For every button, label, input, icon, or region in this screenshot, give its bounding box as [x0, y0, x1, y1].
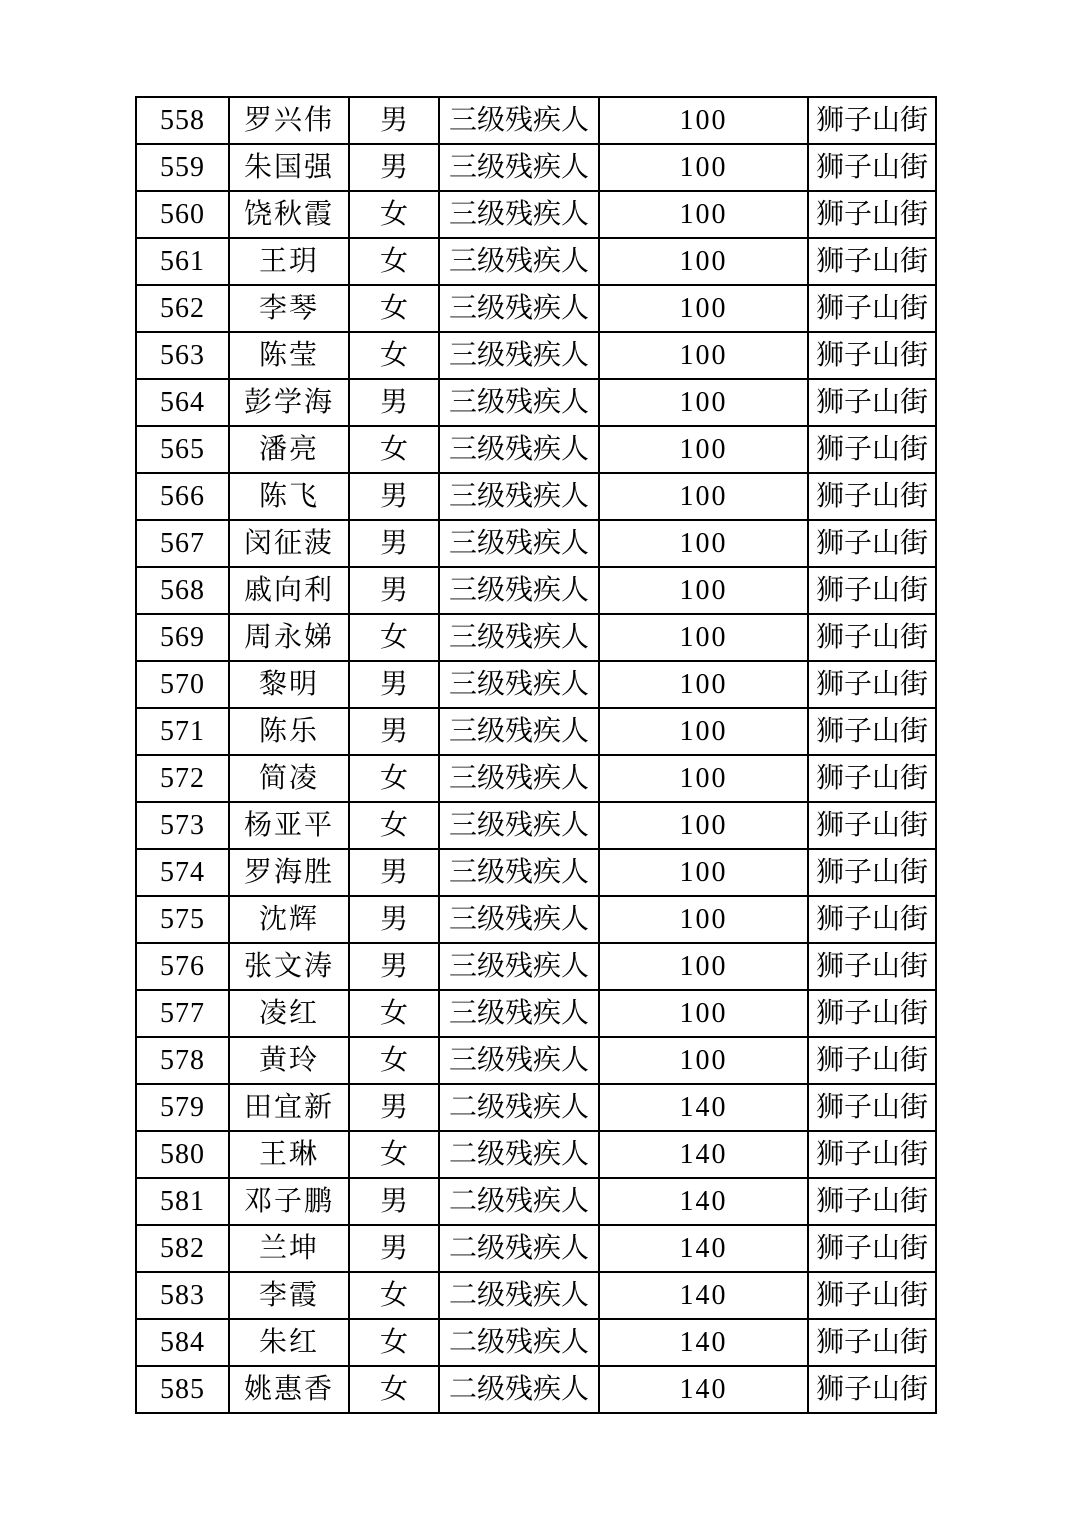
- street-cell: 狮子山街: [808, 1319, 936, 1366]
- person-name-cell: 凌红: [229, 990, 349, 1037]
- person-name-cell: 陈飞: [229, 473, 349, 520]
- subsidy-amount-cell: 100: [599, 238, 808, 285]
- person-name-cell: 罗海胜: [229, 849, 349, 896]
- person-name-cell: 周永娣: [229, 614, 349, 661]
- street-cell: 狮子山街: [808, 426, 936, 473]
- disability-category-cell: 三级残疾人: [439, 614, 599, 661]
- serial-number-cell: 564: [136, 379, 229, 426]
- street-cell: 狮子山街: [808, 144, 936, 191]
- subsidy-amount-cell: 100: [599, 849, 808, 896]
- gender-cell: 男: [349, 379, 439, 426]
- serial-number-cell: 573: [136, 802, 229, 849]
- disability-category-cell: 三级残疾人: [439, 238, 599, 285]
- table-row: [136, 990, 936, 1037]
- serial-number-cell: 571: [136, 708, 229, 755]
- disability-category-cell: 三级残疾人: [439, 567, 599, 614]
- subsidy-amount-cell: 140: [599, 1084, 808, 1131]
- table-row: [136, 896, 936, 943]
- serial-number-cell: 579: [136, 1084, 229, 1131]
- table-row: [136, 1084, 936, 1131]
- serial-number-cell: 584: [136, 1319, 229, 1366]
- person-name-cell: 兰坤: [229, 1225, 349, 1272]
- gender-cell: 男: [349, 896, 439, 943]
- subsidy-amount-cell: 140: [599, 1225, 808, 1272]
- street-cell: 狮子山街: [808, 473, 936, 520]
- person-name-cell: 沈辉: [229, 896, 349, 943]
- gender-cell: 女: [349, 802, 439, 849]
- gender-cell: 女: [349, 1037, 439, 1084]
- table-row: [136, 943, 936, 990]
- street-cell: 狮子山街: [808, 708, 936, 755]
- person-name-cell: 陈乐: [229, 708, 349, 755]
- gender-cell: 男: [349, 473, 439, 520]
- serial-number-cell: 568: [136, 567, 229, 614]
- person-name-cell: 姚惠香: [229, 1366, 349, 1413]
- person-name-cell: 朱国强: [229, 144, 349, 191]
- table-row: [136, 1319, 936, 1366]
- gender-cell: 男: [349, 943, 439, 990]
- table-row: [136, 849, 936, 896]
- street-cell: 狮子山街: [808, 191, 936, 238]
- street-cell: 狮子山街: [808, 1272, 936, 1319]
- serial-number-cell: 576: [136, 943, 229, 990]
- disability-category-cell: 三级残疾人: [439, 943, 599, 990]
- person-name-cell: 杨亚平: [229, 802, 349, 849]
- disability-category-cell: 三级残疾人: [439, 661, 599, 708]
- table-row: [136, 238, 936, 285]
- serial-number-cell: 578: [136, 1037, 229, 1084]
- street-cell: 狮子山街: [808, 661, 936, 708]
- gender-cell: 女: [349, 614, 439, 661]
- disability-category-cell: 二级残疾人: [439, 1366, 599, 1413]
- disability-category-cell: 二级残疾人: [439, 1225, 599, 1272]
- serial-number-cell: 563: [136, 332, 229, 379]
- subsidy-amount-cell: 100: [599, 943, 808, 990]
- disability-category-cell: 三级残疾人: [439, 896, 599, 943]
- serial-number-cell: 581: [136, 1178, 229, 1225]
- subsidy-amount-cell: 100: [599, 755, 808, 802]
- subsidy-amount-cell: 100: [599, 1037, 808, 1084]
- disability-category-cell: 二级残疾人: [439, 1319, 599, 1366]
- disability-category-cell: 三级残疾人: [439, 332, 599, 379]
- street-cell: 狮子山街: [808, 943, 936, 990]
- person-name-cell: 闵征菠: [229, 520, 349, 567]
- subsidy-amount-cell: 140: [599, 1366, 808, 1413]
- subsidy-amount-cell: 100: [599, 614, 808, 661]
- subsidy-amount-cell: 100: [599, 567, 808, 614]
- gender-cell: 女: [349, 238, 439, 285]
- person-name-cell: 罗兴伟: [229, 97, 349, 144]
- table-row: [136, 97, 936, 144]
- serial-number-cell: 585: [136, 1366, 229, 1413]
- gender-cell: 女: [349, 285, 439, 332]
- subsidy-amount-cell: 140: [599, 1319, 808, 1366]
- street-cell: 狮子山街: [808, 896, 936, 943]
- serial-number-cell: 567: [136, 520, 229, 567]
- serial-number-cell: 569: [136, 614, 229, 661]
- person-name-cell: 黎明: [229, 661, 349, 708]
- gender-cell: 男: [349, 708, 439, 755]
- disability-category-cell: 三级残疾人: [439, 755, 599, 802]
- street-cell: 狮子山街: [808, 990, 936, 1037]
- serial-number-cell: 570: [136, 661, 229, 708]
- table-row: [136, 1366, 936, 1413]
- street-cell: 狮子山街: [808, 238, 936, 285]
- gender-cell: 男: [349, 1225, 439, 1272]
- person-name-cell: 王玥: [229, 238, 349, 285]
- street-cell: 狮子山街: [808, 567, 936, 614]
- person-name-cell: 朱红: [229, 1319, 349, 1366]
- street-cell: 狮子山街: [808, 755, 936, 802]
- gender-cell: 男: [349, 1084, 439, 1131]
- table-row: [136, 1272, 936, 1319]
- person-name-cell: 田宜新: [229, 1084, 349, 1131]
- street-cell: 狮子山街: [808, 1037, 936, 1084]
- subsidy-amount-cell: 100: [599, 473, 808, 520]
- disability-category-cell: 三级残疾人: [439, 708, 599, 755]
- disability-category-cell: 三级残疾人: [439, 473, 599, 520]
- table-row: [136, 1037, 936, 1084]
- subsidy-amount-cell: 100: [599, 191, 808, 238]
- table-row: [136, 379, 936, 426]
- gender-cell: 男: [349, 97, 439, 144]
- table-row: [136, 614, 936, 661]
- disability-category-cell: 三级残疾人: [439, 990, 599, 1037]
- street-cell: 狮子山街: [808, 614, 936, 661]
- table-row: [136, 661, 936, 708]
- disability-category-cell: 二级残疾人: [439, 1178, 599, 1225]
- person-name-cell: 张文涛: [229, 943, 349, 990]
- serial-number-cell: 574: [136, 849, 229, 896]
- subsidy-amount-cell: 100: [599, 661, 808, 708]
- gender-cell: 男: [349, 520, 439, 567]
- street-cell: 狮子山街: [808, 1225, 936, 1272]
- gender-cell: 女: [349, 1131, 439, 1178]
- street-cell: 狮子山街: [808, 379, 936, 426]
- person-name-cell: 陈莹: [229, 332, 349, 379]
- subsidy-amount-cell: 100: [599, 285, 808, 332]
- person-name-cell: 李琴: [229, 285, 349, 332]
- person-name-cell: 黄玲: [229, 1037, 349, 1084]
- subsidy-amount-cell: 140: [599, 1178, 808, 1225]
- street-cell: 狮子山街: [808, 97, 936, 144]
- disability-category-cell: 三级残疾人: [439, 97, 599, 144]
- gender-cell: 男: [349, 567, 439, 614]
- subsidy-amount-cell: 100: [599, 802, 808, 849]
- subsidy-amount-cell: 100: [599, 520, 808, 567]
- street-cell: 狮子山街: [808, 802, 936, 849]
- table-row: [136, 473, 936, 520]
- serial-number-cell: 558: [136, 97, 229, 144]
- gender-cell: 女: [349, 990, 439, 1037]
- table-row: [136, 802, 936, 849]
- table-row: [136, 144, 936, 191]
- table-row: [136, 755, 936, 802]
- table-row: [136, 332, 936, 379]
- gender-cell: 女: [349, 1272, 439, 1319]
- subsidy-amount-cell: 100: [599, 97, 808, 144]
- person-name-cell: 李霞: [229, 1272, 349, 1319]
- table-row: [136, 426, 936, 473]
- subsidy-amount-cell: 100: [599, 426, 808, 473]
- disability-category-cell: 三级残疾人: [439, 144, 599, 191]
- serial-number-cell: 559: [136, 144, 229, 191]
- street-cell: 狮子山街: [808, 849, 936, 896]
- gender-cell: 女: [349, 1366, 439, 1413]
- disability-category-cell: 二级残疾人: [439, 1131, 599, 1178]
- street-cell: 狮子山街: [808, 1084, 936, 1131]
- disability-category-cell: 三级残疾人: [439, 1037, 599, 1084]
- person-name-cell: 潘亮: [229, 426, 349, 473]
- disability-category-cell: 三级残疾人: [439, 285, 599, 332]
- subsidy-amount-cell: 100: [599, 896, 808, 943]
- subsidy-amount-cell: 140: [599, 1272, 808, 1319]
- person-name-cell: 戚向利: [229, 567, 349, 614]
- subsidy-amount-cell: 100: [599, 708, 808, 755]
- subsidy-amount-cell: 100: [599, 144, 808, 191]
- disability-category-cell: 三级残疾人: [439, 426, 599, 473]
- serial-number-cell: 565: [136, 426, 229, 473]
- disability-category-cell: 二级残疾人: [439, 1084, 599, 1131]
- gender-cell: 男: [349, 849, 439, 896]
- disability-category-cell: 二级残疾人: [439, 1272, 599, 1319]
- disability-category-cell: 三级残疾人: [439, 849, 599, 896]
- person-name-cell: 饶秋霞: [229, 191, 349, 238]
- subsidy-amount-cell: 140: [599, 1131, 808, 1178]
- street-cell: 狮子山街: [808, 1178, 936, 1225]
- serial-number-cell: 575: [136, 896, 229, 943]
- street-cell: 狮子山街: [808, 520, 936, 567]
- street-cell: 狮子山街: [808, 1131, 936, 1178]
- table-row: [136, 191, 936, 238]
- disability-category-cell: 三级残疾人: [439, 802, 599, 849]
- table-row: [136, 1131, 936, 1178]
- table-row: [136, 1178, 936, 1225]
- subsidy-amount-cell: 100: [599, 379, 808, 426]
- serial-number-cell: 560: [136, 191, 229, 238]
- gender-cell: 女: [349, 332, 439, 379]
- serial-number-cell: 583: [136, 1272, 229, 1319]
- gender-cell: 女: [349, 1319, 439, 1366]
- person-name-cell: 邓子鹏: [229, 1178, 349, 1225]
- serial-number-cell: 580: [136, 1131, 229, 1178]
- street-cell: 狮子山街: [808, 285, 936, 332]
- table-row: [136, 567, 936, 614]
- gender-cell: 男: [349, 661, 439, 708]
- subsidy-amount-cell: 100: [599, 332, 808, 379]
- serial-number-cell: 561: [136, 238, 229, 285]
- disability-category-cell: 三级残疾人: [439, 520, 599, 567]
- disability-category-cell: 三级残疾人: [439, 191, 599, 238]
- person-name-cell: 彭学海: [229, 379, 349, 426]
- gender-cell: 女: [349, 755, 439, 802]
- serial-number-cell: 566: [136, 473, 229, 520]
- gender-cell: 女: [349, 426, 439, 473]
- person-name-cell: 王琳: [229, 1131, 349, 1178]
- gender-cell: 男: [349, 144, 439, 191]
- table-body: [136, 97, 936, 1413]
- gender-cell: 男: [349, 1178, 439, 1225]
- serial-number-cell: 572: [136, 755, 229, 802]
- table-row: [136, 1225, 936, 1272]
- street-cell: 狮子山街: [808, 1366, 936, 1413]
- table-row: [136, 285, 936, 332]
- beneficiary-table: [135, 96, 937, 1414]
- serial-number-cell: 562: [136, 285, 229, 332]
- person-name-cell: 简凌: [229, 755, 349, 802]
- disability-category-cell: 三级残疾人: [439, 379, 599, 426]
- serial-number-cell: 577: [136, 990, 229, 1037]
- table-row: [136, 520, 936, 567]
- street-cell: 狮子山街: [808, 332, 936, 379]
- gender-cell: 女: [349, 191, 439, 238]
- table-row: [136, 708, 936, 755]
- subsidy-amount-cell: 100: [599, 990, 808, 1037]
- serial-number-cell: 582: [136, 1225, 229, 1272]
